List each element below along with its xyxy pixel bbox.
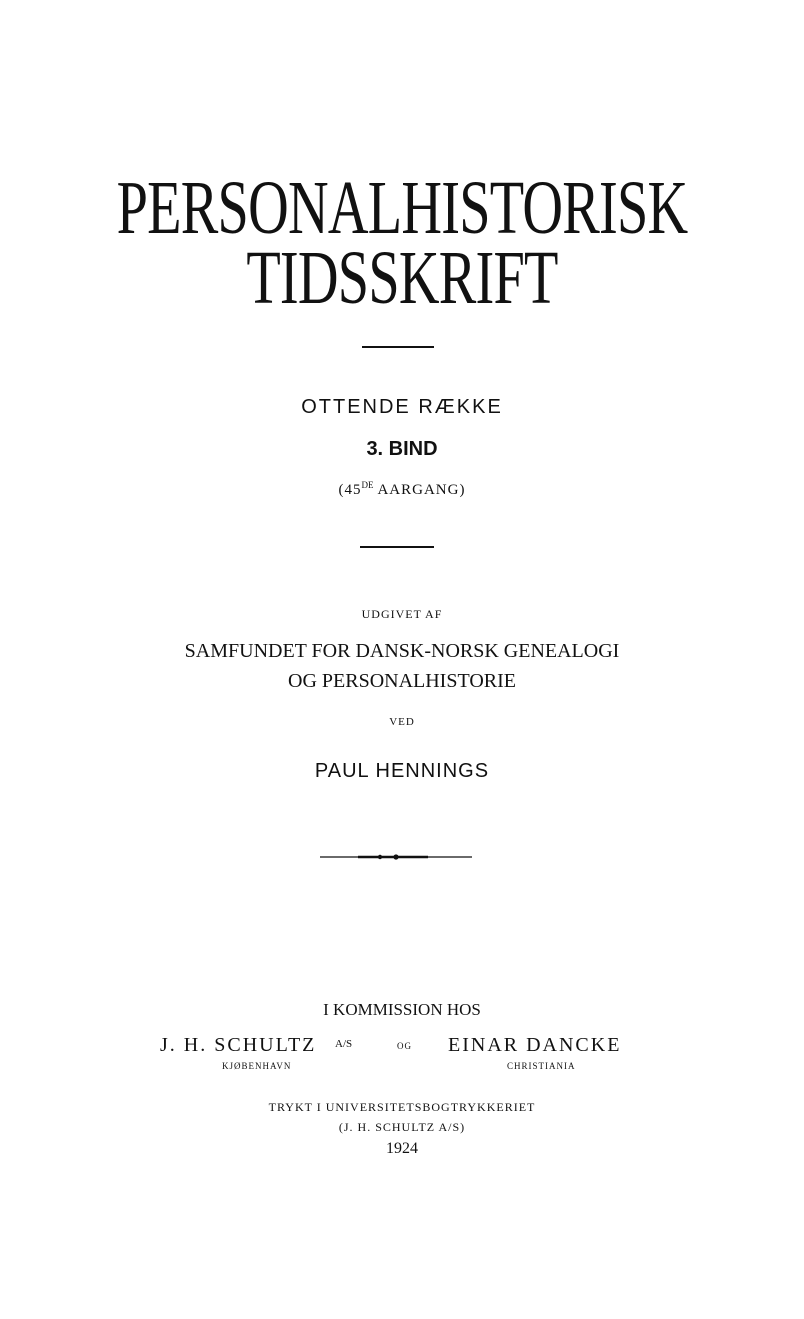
ornamental-rule xyxy=(318,852,474,862)
conjunction-og: OG xyxy=(397,1041,412,1051)
publisher-row xyxy=(0,1030,804,1071)
printer-line2: (J. H. SCHULTZ A/S) xyxy=(338,1120,466,1134)
publisher-dancke: EINAR DANCKE xyxy=(448,1034,622,1056)
publisher-schultz: J. H. SCHULTZ xyxy=(160,1034,317,1056)
printer-line1: TRYKT I UNIVERSITETSBOGTRYKKERIET xyxy=(268,1100,536,1114)
society-name-line1: SAMFUNDET FOR DANSK-NORSK GENEALOGI xyxy=(184,640,620,662)
journal-title-line1: PERSONALHISTORISK xyxy=(116,166,688,250)
divider-rule-middle xyxy=(360,546,434,548)
series-raekke: OTTENDE RÆKKE xyxy=(301,396,503,418)
city-christiania: CHRISTIANIA xyxy=(507,1061,576,1071)
journal-title-line2: TIDSSKRIFT xyxy=(246,236,558,320)
publisher-schultz-suffix: A/S xyxy=(335,1038,353,1050)
ved-label: VED xyxy=(389,716,415,728)
series-aargang: (45DE AARGANG) xyxy=(338,480,466,498)
publication-year: 1924 xyxy=(386,1140,418,1157)
society-name-line2: OG PERSONALHISTORIE xyxy=(288,670,516,692)
divider-rule-top xyxy=(362,346,434,348)
city-kjobenhavn: KJØBENHAVN xyxy=(222,1061,292,1071)
editor-name: PAUL HENNINGS xyxy=(314,760,490,782)
commission-heading: I KOMMISSION HOS xyxy=(323,1000,481,1019)
series-bind: 3. BIND xyxy=(366,438,438,460)
udgivet-af-label: UDGIVET AF xyxy=(361,607,443,621)
